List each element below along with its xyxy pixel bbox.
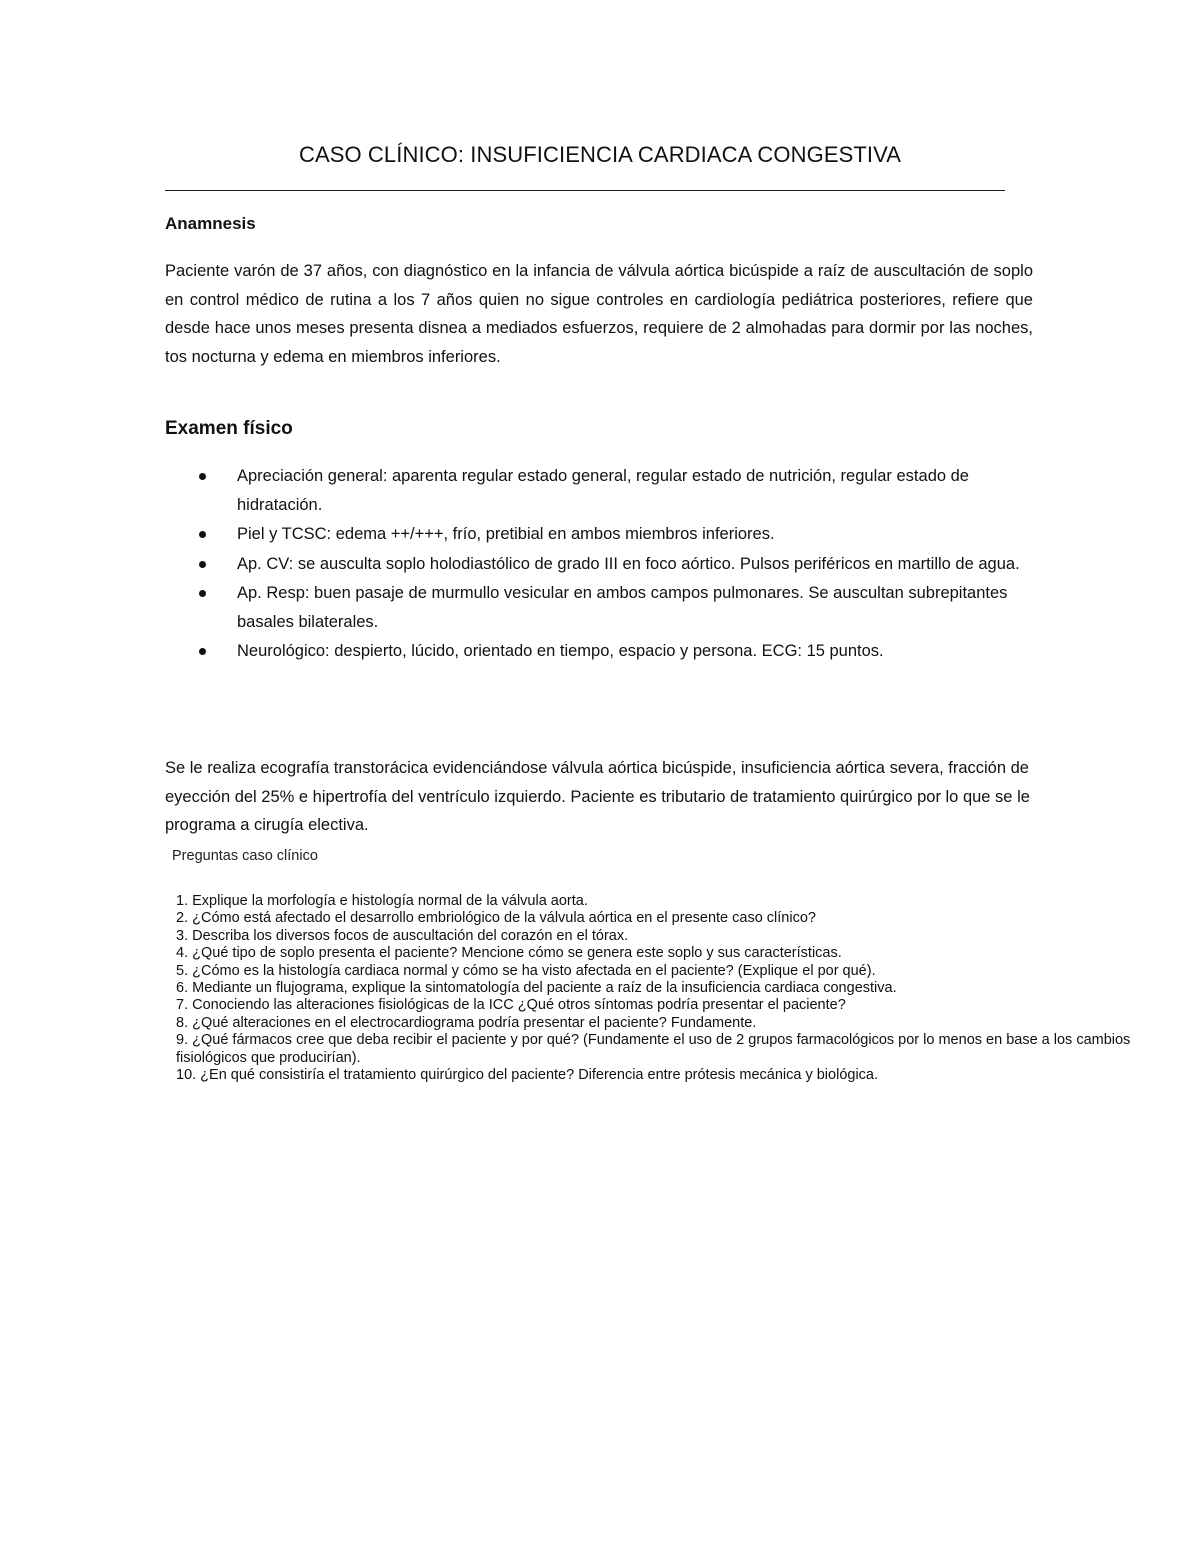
question-item: 9. ¿Qué fármacos cree que deba recibir el paciente y por qué? (Fundamente el uso de 2 grupos farmacológicos por lo menos en base a los cambios fisiológicos que producirían). (176, 1032, 1131, 1066)
document-title: CASO CLÍNICO: INSUFICIENCIA CARDIACA CONGESTIVA (298, 142, 902, 167)
preguntas-heading: Preguntas caso clínico (172, 848, 318, 864)
preguntas-list (176, 893, 1196, 1084)
list-item-text: Neurológico: despierto, lúcido, orientado en tiempo, espacio y persona. ECG: 15 puntos. (237, 642, 884, 660)
question-item: 7. Conociendo las alteraciones fisiológicas de la ICC ¿Qué otros síntomas podría presentar el paciente? (176, 997, 846, 1014)
ecografia-paragraph: Se le realiza ecografía transtorácica evidenciándose válvula aórtica bicúspide, insuficiencia aórtica severa, fracción de eyección del 25% e hipertrofía del ventrículo izquierdo. Paciente es tributario de tratamiento quirúrgico por lo que se le programa a cirugía electiva. (165, 759, 1030, 834)
title-divider (165, 190, 1005, 191)
question-item: 1. Explique la morfología e histología normal de la válvula aorta. (176, 893, 588, 909)
list-item-text: Ap. Resp: buen pasaje de murmullo vesicular en ambos campos pulmonares. Se auscultan subrepitantes basales bilaterales. (237, 584, 1008, 631)
bullet-icon (199, 531, 206, 538)
list-item (165, 579, 1045, 636)
question-item: 2. ¿Cómo está afectado el desarrollo embriológico de la válvula aórtica en el presente caso clínico? (176, 910, 816, 927)
anamnesis-paragraph: Paciente varón de 37 años, con diagnóstico en la infancia de válvula aórtica bicúspide a raíz de auscultación de soplo en control médico de rutina a los 7 años quien no sigue controles en cardiología pediátrica posteriores, refiere que desde hace unos meses presenta disnea a mediados esfuerzos, requiere de 2 almohadas para dormir por las noches, tos nocturna y edema en miembros inferiores. (165, 262, 1033, 366)
examen-fisico-heading: Examen físico (165, 418, 293, 439)
bullet-icon (199, 473, 206, 480)
list-item (165, 637, 1045, 666)
question-item: 6. Mediante un flujograma, explique la sintomatología del paciente a raíz de la insuficiencia cardiaca congestiva. (176, 980, 897, 997)
question-item: 3. Describa los diversos focos de auscultación del corazón en el tórax. (176, 927, 629, 944)
list-item-text: Piel y TCSC: edema ++/+++, frío, pretibial en ambos miembros inferiores. (237, 525, 775, 543)
question-item: 8. ¿Qué alteraciones en el electrocardiograma podría presentar el paciente? Fundamente. (176, 1014, 757, 1031)
examen-fisico-list (165, 462, 1045, 667)
list-item-text: Ap. CV: se ausculta soplo holodiastólico de grado III en foco aórtico. Pulsos periféricos en martillo de agua. (237, 554, 1020, 573)
bullet-icon (199, 648, 206, 655)
question-item: 4. ¿Qué tipo de soplo presenta el paciente? Mencione cómo se genera este soplo y sus características. (176, 945, 842, 962)
anamnesis-heading: Anamnesis (165, 214, 256, 233)
list-item (165, 550, 1045, 579)
list-item (165, 462, 1045, 519)
bullet-icon (199, 590, 206, 597)
question-item: 10. ¿En qué consistiría el tratamiento quirúrgico del paciente? Diferencia entre prótesis mecánica y biológica. (176, 1067, 879, 1084)
list-item-text: Apreciación general: aparenta regular estado general, regular estado de nutrición, regular estado de hidratación. (237, 467, 969, 514)
list-item (165, 520, 1045, 549)
bullet-icon (199, 561, 206, 568)
question-item: 5. ¿Cómo es la histología cardiaca normal y cómo se ha visto afectada en el paciente? (Explique el por qué). (176, 962, 876, 979)
